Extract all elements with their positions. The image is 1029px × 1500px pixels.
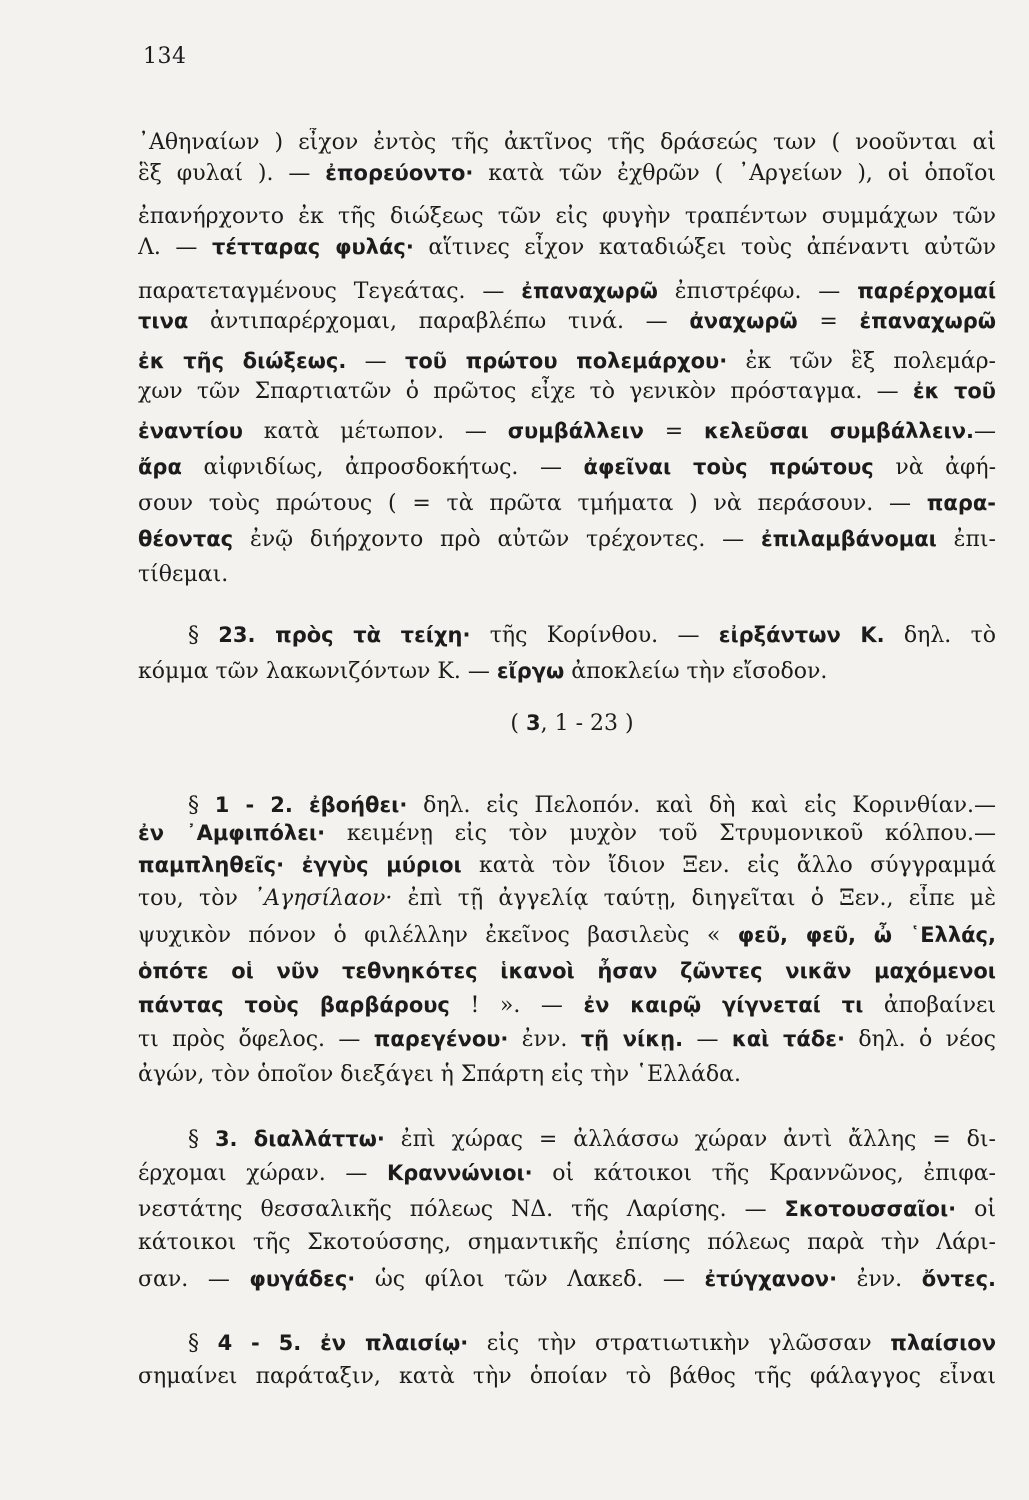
text-segment: οἱ κάτοικοι τῆς Κραννῶνος, ἐπιφα- <box>532 1161 996 1186</box>
text-segment: κατὰ τὸν ἴδιον Ξεν. εἰς ἄλλο σύγγραμμά <box>461 853 996 878</box>
text-segment: δηλ. τὸ <box>884 623 996 648</box>
bold-term: ἄρα <box>138 455 182 479</box>
text-segment: σαν. — <box>138 1267 250 1292</box>
bold-term: κελεῦσαι συμβάλλειν. <box>703 419 974 443</box>
bold-term: Κραννώνιοι· <box>386 1161 533 1185</box>
text-line <box>138 452 996 482</box>
bold-term: τῇ νίκῃ. <box>580 1027 684 1051</box>
text-segment: § <box>188 793 215 818</box>
text-segment: χων τῶν Σπαρτιατῶν ὁ πρῶτος εἶχε τὸ γενικὸν πρόσταγμα. — <box>138 379 913 404</box>
bold-term: φεῦ, φεῦ, ὦ ῾Ελλάς, <box>737 923 996 947</box>
bold-term: Σκοτουσσαῖοι· <box>784 1197 957 1221</box>
text-segment: τῆς Κορίνθου. — <box>470 623 719 648</box>
section-4-5-heading-line <box>188 1328 996 1358</box>
text-segment: του, τὸν <box>138 886 254 911</box>
text-line <box>138 850 996 880</box>
text-line <box>138 656 996 686</box>
text-segment: ἐνν. <box>508 1027 581 1052</box>
text-line <box>138 202 996 232</box>
bold-term: παρα- <box>926 491 996 515</box>
bold-term: ἀφεῖναι τοὺς πρώτους <box>583 455 874 479</box>
text-segment: οἱ <box>956 1197 996 1222</box>
text-segment: κατὰ μέτωπον. — <box>242 419 508 444</box>
bold-term: πάντας τοὺς βαρβάρους <box>138 993 450 1017</box>
text-segment: = <box>797 309 860 334</box>
text-line <box>138 158 996 188</box>
text-segment: αἰφνιδίως, ἀπροσδοκήτως. — <box>181 455 584 480</box>
text-segment: κάτοικοι τῆς Σκοτούσσης, σημαντικῆς ἐπίσης πόλεως παρὰ τὴν Λάρι- <box>138 1230 996 1255</box>
text-segment: ἀποβαίνει <box>863 993 996 1018</box>
text-segment: τι πρὸς ὄφελος. — <box>138 1027 374 1052</box>
text-segment: κατὰ τῶν ἐχθρῶν ( ᾿Αργείων ), οἱ ὁποῖοι <box>473 161 996 186</box>
bold-term: 23. πρὸς τὰ τείχη· <box>218 623 471 647</box>
bold-term: 1 - 2. ἐβοήθει· <box>214 793 408 817</box>
text-line <box>138 524 996 554</box>
text-segment: — <box>974 419 996 444</box>
text-segment: ἀποκλείω τὴν εἴσοδον. <box>564 659 828 684</box>
text-segment: αἵτινες εἶχον καταδιώξει τοὺς ἀπέναντι αὐτῶν <box>413 235 996 260</box>
text-segment: σημαίνει παράταξιν, κατὰ τὴν ὁποίαν τὸ βάθος τῆς φάλαγγος εἶναι <box>138 1364 996 1389</box>
bold-term: ἐν ᾿Αμφιπόλει· <box>138 821 326 845</box>
bold-term: 3. διαλλάττω· <box>214 1127 385 1151</box>
bold-term: τινα <box>138 309 189 333</box>
bold-term: συμβάλλειν <box>507 419 644 443</box>
text-segment: ὡς φίλοι τῶν Λακεδ. — <box>355 1267 705 1292</box>
text-segment: = <box>643 419 704 444</box>
bold-term: παμπληθεῖς· ἐγγὺς μύριοι <box>138 853 462 877</box>
text-line <box>138 920 996 950</box>
bold-term: φυγάδες· <box>249 1267 356 1291</box>
text-segment: ! ». — <box>449 993 584 1018</box>
text-line <box>138 1060 996 1090</box>
bold-term: ἐτύγχανον· <box>704 1267 838 1291</box>
bold-term: ὁπότε οἱ νῦν τεθνηκότες ἱκανοὶ ἦσαν ζῶντες νικᾶν μαχόμενοι <box>138 959 996 983</box>
bold-term: 4 - 5. ἐν πλαισίῳ· <box>217 1331 469 1355</box>
bold-term: ὄντες. <box>921 1267 996 1291</box>
text-line <box>138 346 996 376</box>
bold-term: ἐκ τοῦ <box>912 379 996 403</box>
text-segment: Λ. — <box>138 235 212 260</box>
bold-term: καὶ τάδε· <box>731 1027 845 1051</box>
bold-term: παρέρχομαί <box>857 279 996 303</box>
text-segment: — <box>683 1027 732 1052</box>
text-line <box>138 818 996 848</box>
text-segment: ἓξ φυλαί ). — <box>138 161 326 186</box>
text-segment: εἰς τὴν στρατιωτικὴν γλῶσσαν <box>468 1331 891 1356</box>
text-line <box>138 560 996 590</box>
text-segment: κειμένῃ εἰς τὸν μυχὸν τοῦ Στρυμονικοῦ κόλπου.— <box>325 821 996 846</box>
text-segment: κόμμα τῶν λακωνιζόντων Κ. — <box>138 659 497 684</box>
text-segment: σουν τοὺς πρώτους ( = τὰ πρῶτα τμήματα ) νὰ περάσουν. — <box>138 491 927 516</box>
bold-term: ἐκ τῆς διώξεως. <box>138 349 347 373</box>
bold-term: 3 <box>525 711 541 735</box>
text-segment: § <box>188 623 219 648</box>
bold-term: εἴργω <box>496 659 565 683</box>
text-segment: ἐνν. <box>837 1267 922 1292</box>
chapter-reference <box>0 708 1029 738</box>
text-line <box>138 1264 996 1294</box>
text-segment: ἀντιπαρέρχομαι, παραβλέπω τινά. — <box>188 309 690 334</box>
text-segment: έρχομαι χώραν. — <box>138 1161 387 1186</box>
text-segment: ἐπὶ τῇ ἀγγελίᾳ ταύτῃ, διηγεῖται ὁ Ξεν., εἶπε μὲ <box>392 886 996 911</box>
text-line <box>138 128 996 158</box>
text-line <box>138 232 996 262</box>
text-line <box>138 956 996 986</box>
text-line <box>138 276 996 306</box>
text-segment: παρατεταγμένους Τεγεάτας. — <box>138 279 522 304</box>
text-line <box>138 1024 996 1054</box>
bold-term: ἐν καιρῷ γίγνεταί τι <box>583 993 864 1017</box>
text-segment: ἐπι- <box>936 527 996 552</box>
section-3-heading-line <box>188 1124 996 1154</box>
bold-term: ἐπορεύοντο· <box>325 161 474 185</box>
text-segment: νὰ ἀφή- <box>873 455 996 480</box>
bold-term: τοῦ πρώτου πολεμάρχου· <box>404 349 728 373</box>
text-segment: ἐπιστρέφω. — <box>657 279 858 304</box>
bold-term: ἀναχωρῶ <box>689 309 798 333</box>
text-line <box>138 1362 996 1392</box>
text-line <box>138 1158 996 1188</box>
text-line <box>138 306 996 336</box>
text-line <box>138 1228 996 1258</box>
bold-term: παρεγένου· <box>373 1027 509 1051</box>
text-segment: ἐνῷ διήρχοντο πρὸ αὐτῶν τρέχοντες. — <box>233 527 761 552</box>
text-segment: νεστάτης θεσσαλικῆς πόλεως ΝΔ. τῆς Λαρίσης. — <box>138 1197 785 1222</box>
text-segment: δηλ. ὁ νέος <box>844 1027 996 1052</box>
text-line <box>138 884 996 914</box>
bold-term: ἐναντίου <box>138 419 243 443</box>
text-segment: ἐπὶ χώρας = ἀλλάσσω χώραν ἀντὶ ἄλλης = δι- <box>384 1127 996 1152</box>
text-segment: § <box>188 1331 218 1356</box>
section-23-heading-line <box>188 620 996 650</box>
bold-term: ἐπιλαμβάνομαι <box>760 527 937 551</box>
text-line <box>138 488 996 518</box>
text-segment: ἀγών, τὸν ὁποῖον διεξάγει ἡ Σπάρτη εἰς τὴν ῾Ελλάδα. <box>138 1062 741 1087</box>
text-line <box>138 416 996 446</box>
text-segment: ψυχικὸν πόνον ὁ φιλέλλην ἐκεῖνος βασιλεὺς « <box>138 923 738 948</box>
page-number: 134 <box>143 44 187 69</box>
text-segment: ἐπανήρχοντο ἐκ τῆς διώξεως τῶν εἰς φυγὴν τραπέντων συμμάχων τῶν <box>138 204 996 229</box>
italic-title: ᾿Αγησίλαον· <box>253 886 393 911</box>
section-1-2-heading-line <box>188 790 996 820</box>
text-segment: ᾿Αθηναίων ) εἶχον ἐντὸς τῆς ἀκτῖνος τῆς δράσεώς των ( νοοῦνται αἱ <box>138 130 996 155</box>
text-line <box>138 1194 996 1224</box>
text-segment: ( <box>510 711 526 736</box>
bold-term: πλαίσιον <box>890 1331 996 1355</box>
bold-term: θέοντας <box>138 527 234 551</box>
text-segment: ἐκ τῶν ἓξ πολεμάρ- <box>727 349 996 374</box>
text-segment: § <box>188 1127 215 1152</box>
text-segment: τίθεμαι. <box>138 562 229 587</box>
bold-term: ἐπαναχωρῶ <box>521 279 658 303</box>
text-segment: — <box>346 349 405 374</box>
text-segment: , 1 - 23 ) <box>540 711 634 736</box>
text-segment: δηλ. εἰς Πελοπόν. καὶ δὴ καὶ εἰς Κορινθίαν.— <box>407 793 996 818</box>
bold-term: τέτταρας φυλάς· <box>211 235 414 259</box>
text-line <box>138 990 996 1020</box>
bold-term: ἐπαναχωρῶ <box>859 309 996 333</box>
text-line <box>138 376 996 406</box>
bold-term: εἰρξάντων Κ. <box>718 623 885 647</box>
